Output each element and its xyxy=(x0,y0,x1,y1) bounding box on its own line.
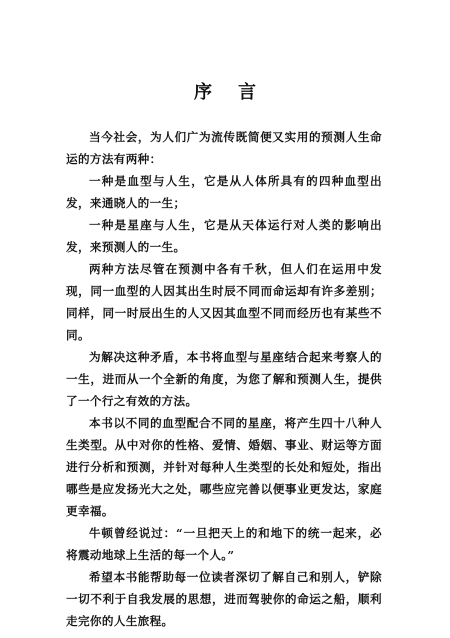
preface-title: 序言 xyxy=(194,82,282,103)
paragraph-4: 两种方法尽管在预测中各有千秋，但人们在运用中发现，同一血型的人因其出生时辰不同而命运却有许多差别；同样，同一时辰出生的人又因其血型不同而经历也有某些不同。 xyxy=(66,262,382,342)
paragraph-5: 为解决这种矛盾，本书将血型与星座结合起来考察人的一生，进而从一个全新的角度，为您了解和预测人生，提供了一个行之有效的方法。 xyxy=(66,350,382,408)
preface-body xyxy=(66,126,382,632)
paragraph-6: 本书以不同的血型配合不同的星座，将产生四十八种人生类型。从中对你的性格、爱情、婚姻、事业、财运等方面进行分析和预测，并针对每种人生类型的长处和短处，指出哪些是应发扬光大之处，哪些应完善以便事业更发达，家庭更幸福。 xyxy=(66,416,382,518)
paragraph-7: 牛顿曾经说过：“一旦把天上的和地下的统一起来，必将震动地球上生活的每一个人。” xyxy=(66,526,382,562)
paragraph-8: 希望本书能帮助每一位读者深切了解自己和别人，铲除一切不利于自我发展的思想，进而驾驶你的命运之船，顺利走完你的人生旅程。 xyxy=(66,570,382,628)
paragraph-3: 一种是星座与人生，它是从天体运行对人类的影响出发，来预测人的一生。 xyxy=(66,218,382,254)
paragraph-2: 一种是血型与人生，它是从人体所具有的四种血型出发，来通晓人的一生； xyxy=(66,174,382,210)
paragraph-1: 当今社会，为人们广为流传既简便又实用的预测人生命运的方法有两种： xyxy=(66,130,382,166)
